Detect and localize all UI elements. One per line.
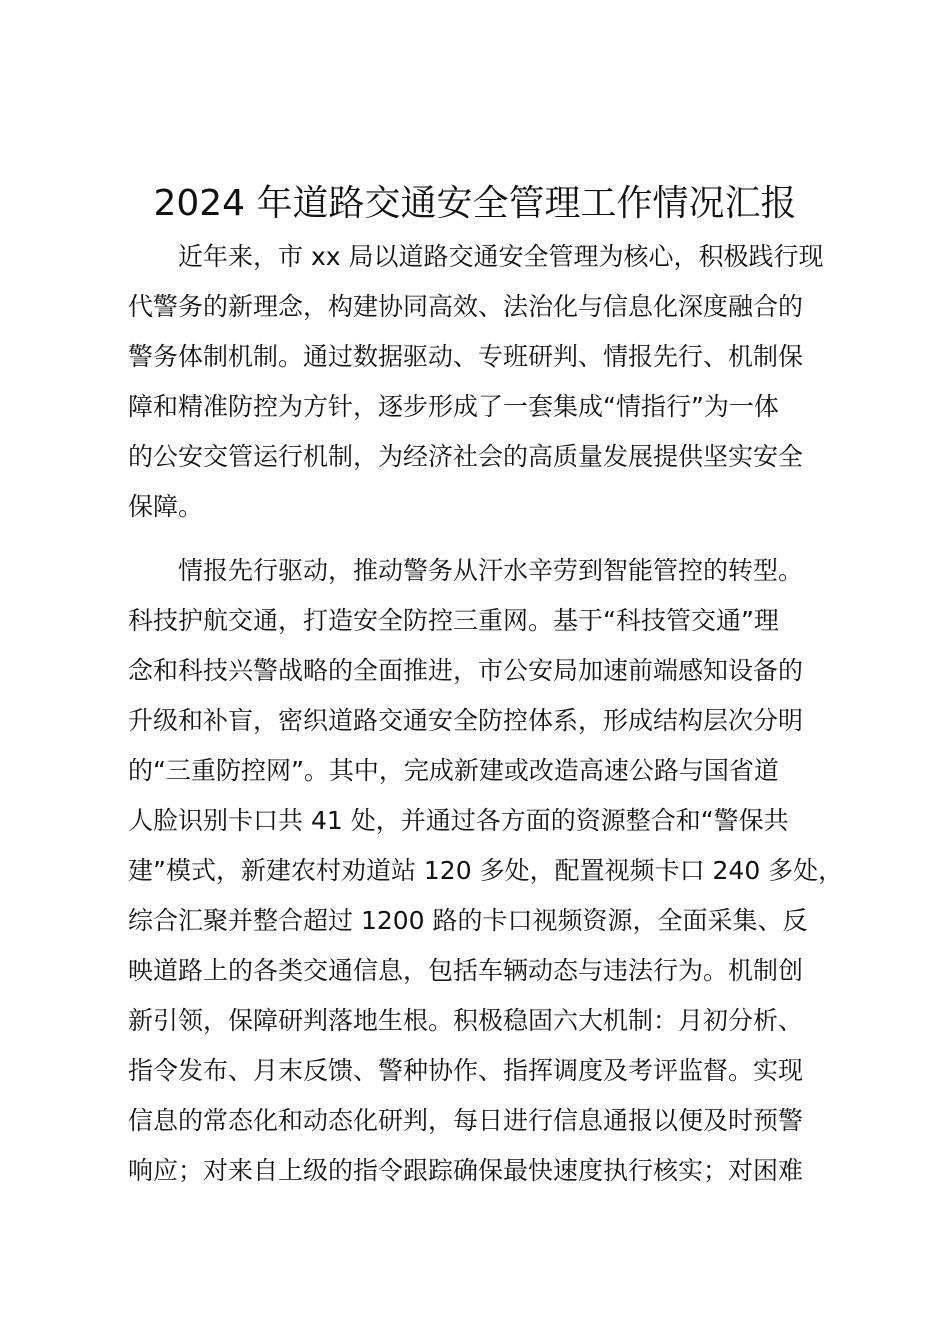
paragraph-line: 综合汇聚并整合超过 1200 路的卡口视频资源，全面采集、反 bbox=[128, 906, 808, 935]
paragraph-line: 障和精准防控为方针，逐步形成了一套集成“情指行”为一体 bbox=[128, 392, 779, 421]
paragraph-line: 人脸识别卡口共 41 处，并通过各方面的资源整合和“警保共 bbox=[128, 806, 789, 835]
paragraph-line: 警务体制机制。通过数据驱动、专班研判、情报先行、机制保 bbox=[128, 342, 804, 371]
document-body bbox=[128, 232, 844, 1196]
paragraph-line: 近年来，市 xx 局以道路交通安全管理为核心，积极践行现 bbox=[178, 242, 824, 271]
paragraph-line: 指令发布、月末反馈、警种协作、指挥调度及考评监督。实现 bbox=[128, 1056, 804, 1085]
paragraph-line: 代警务的新理念，构建协同高效、法治化与信息化深度融合的 bbox=[128, 292, 804, 321]
paragraph-line: 情报先行驱动，推动警务从汗水辛劳到智能管控的转型。 bbox=[178, 556, 804, 585]
paragraph-line: 信息的常态化和动态化研判，每日进行信息通报以便及时预警 bbox=[128, 1106, 804, 1135]
paragraph-line: 升级和补盲，密织道路交通安全防控体系，形成结构层次分明 bbox=[128, 706, 804, 735]
paragraph-line: 映道路上的各类交通信息，包括车辆动态与违法行为。机制创 bbox=[128, 956, 804, 985]
paragraph-intro bbox=[128, 232, 828, 532]
paragraph-line: 的公安交管运行机制，为经济社会的高质量发展提供坚实安全 bbox=[128, 442, 804, 471]
paragraph-intelligence bbox=[128, 546, 844, 1196]
paragraph-line: 保障。 bbox=[128, 492, 204, 521]
paragraph-line: 的“三重防控网”。其中，完成新建或改造高速公路与国省道 bbox=[128, 756, 779, 785]
document-title: 2024 年道路交通安全管理工作情况汇报 bbox=[153, 183, 797, 224]
paragraph-line: 响应；对来自上级的指令跟踪确保最快速度执行核实；对困难 bbox=[128, 1156, 804, 1185]
paragraph-line: 新引领，保障研判落地生根。积极稳固六大机制：月初分析、 bbox=[128, 1006, 804, 1035]
paragraph-line: 科技护航交通，打造安全防控三重网。基于“科技管交通”理 bbox=[128, 606, 779, 635]
paragraph-line: 念和科技兴警战略的全面推进，市公安局加速前端感知设备的 bbox=[128, 656, 804, 685]
paragraph-line: 建”模式，新建农村劝道站 120 多处，配置视频卡口 240 多处， bbox=[128, 856, 844, 885]
